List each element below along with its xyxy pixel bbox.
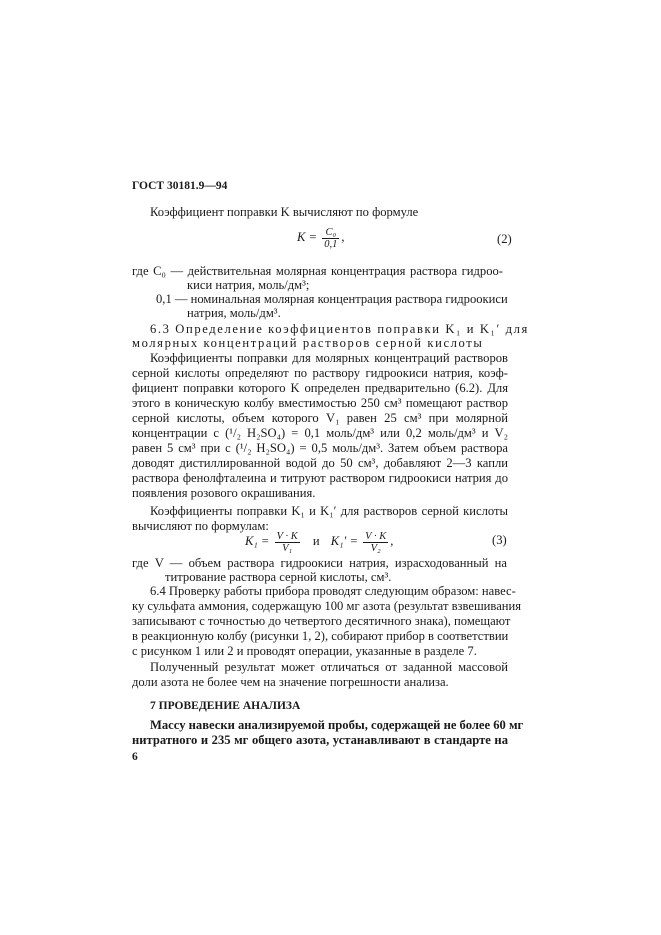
para-k1-line-2: вычисляют по формулам: <box>132 519 269 533</box>
para-7-line-2: нитратного и 235 мг общего азота, устанавливают в стандарте на <box>132 733 508 747</box>
para-6-4-line-5: с рисунком 1 или 2 и проводят операции, указанные в разделе 7. <box>132 644 477 658</box>
para-6-3-line-5: серной кислоты, объем которого V₁ равен 25 см³ при молярной <box>132 411 508 425</box>
eq2-denominator: 0,1 <box>324 238 338 250</box>
para-6-4-line-1: 6.4 Проверку работы прибора проводят следующим образом: навес- <box>150 584 516 598</box>
section-7-heading: 7 ПРОВЕДЕНИЕ АНАЛИЗА <box>150 700 301 712</box>
para-6-3-line-3: фициент поправки которого K определен предварительно (6.2). Для <box>132 381 508 395</box>
document-header: ГОСТ 30181.9—94 <box>132 180 228 192</box>
eq3-denominator-1: V₁ <box>282 542 293 554</box>
section-6-3-heading-2: молярных концентраций растворов серной кислоты <box>132 336 484 350</box>
equation-2-number: (2) <box>497 232 512 246</box>
eq3-tail: , <box>390 534 394 548</box>
eq2-tail: , <box>341 230 345 244</box>
eq2-lhs: K = <box>297 230 318 244</box>
para-6-4-line-4: в реакционную колбу (рисунки 1, 2), собирают прибор в соответствии <box>132 629 509 643</box>
section-6-3-heading-1: 6.3 Определение коэффициентов поправки K₁ и K₁′ для <box>150 322 529 336</box>
para-result-line-1: Полученный результат может отличаться от заданной массовой <box>150 660 508 674</box>
para-k1-line-1: Коэффициенты поправки K₁ и K₁′ для растворов серной кислоты <box>150 504 508 518</box>
eq3-numerator-2: V · K <box>365 530 387 542</box>
para-6-3-line-7: равен 5 см³ при c (¹/₂ H₂SO₄) = 0,5 моль/дм³. Затем объем раствора <box>132 441 508 455</box>
where-v-line-2: титрование раствора серной кислоты, см³. <box>165 570 392 584</box>
eq3-fraction-1 <box>275 531 300 554</box>
formula-intro: Коэффициент поправки K вычисляют по формуле <box>150 205 419 219</box>
where-01-line-2: натрия, моль/дм³. <box>187 306 281 320</box>
para-6-3-line-10: появления розового окрашивания. <box>132 486 316 500</box>
eq2-fraction <box>322 227 339 250</box>
where-v-line-1: где V — объем раствора гидроокиси натрия, израсходованный на <box>132 556 507 570</box>
eq3-denominator-2: V₂ <box>370 542 381 554</box>
equation-3-number: (3) <box>492 533 507 547</box>
para-6-3-line-4: этого в коническую колбу вместимостью 250 см³ помещают раствор <box>132 396 508 410</box>
para-6-4-line-2: ку сульфата аммония, содержащую 100 мг азота (результат взвешивания <box>132 599 522 613</box>
eq2-numerator: C₀ <box>322 227 339 239</box>
eq3-lhs-2: K₁′ = <box>330 534 358 548</box>
para-6-3-line-6: концентрации c (¹/₂ H₂SO₄) = 0,1 моль/дм³ или 0,2 моль/дм³ и V₂ <box>132 426 508 440</box>
equation-3 <box>245 526 393 556</box>
eq3-numerator-1: V · K <box>276 530 298 542</box>
where-c0-line-1: где C₀ — действительная молярная концентрация раствора гидроо- <box>132 264 503 278</box>
eq3-and: и <box>312 534 320 548</box>
para-7-line-1: Массу навески анализируемой пробы, содержащей не более 60 мг <box>150 718 524 732</box>
eq3-lhs-1: K₁ = <box>245 534 270 548</box>
para-6-3-line-9: раствора фенолфталеина и титруют раствором гидроокиси натрия до <box>132 471 508 485</box>
para-6-4-line-3: записывают с точностью до четвертого десятичного знака), помещают <box>132 614 511 628</box>
para-6-3-line-8: доводят дистиллированной водой до 50 см³, добавляют 2—3 капли <box>132 456 508 470</box>
where-c0-line-2: киси натрия, моль/дм³; <box>187 278 310 292</box>
page-number: 6 <box>132 751 138 763</box>
eq3-fraction-2 <box>363 531 388 554</box>
para-6-3-line-1: Коэффициенты поправки для молярных концентраций растворов <box>150 351 508 365</box>
where-01-line-1: 0,1 — номинальная молярная концентрация раствора гидроокиси <box>156 292 508 306</box>
para-6-3-line-2: серной кислоты определяют по раствору гидроокиси натрия, коэф- <box>132 366 508 380</box>
para-result-line-2: доли азота не более чем на значение погрешности анализа. <box>132 675 449 689</box>
equation-2 <box>297 226 344 250</box>
